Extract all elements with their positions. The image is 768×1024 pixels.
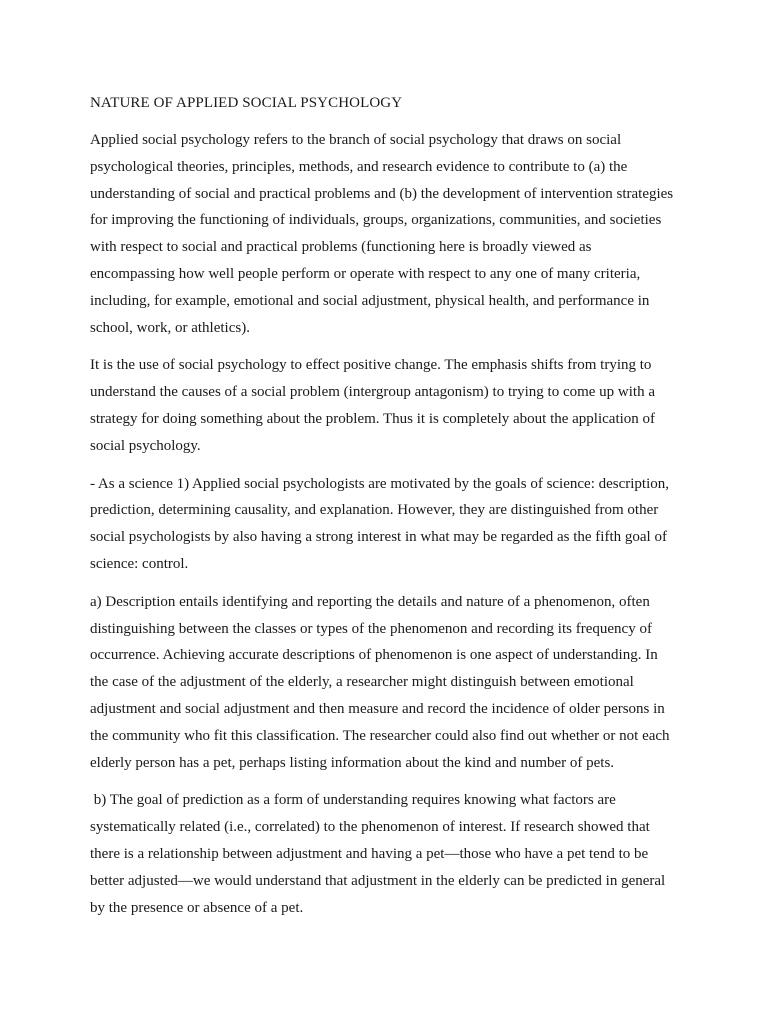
paragraph-as-a-science — [90, 471, 698, 578]
text-line: there is a relationship between adjustment and having a pet—those who have a pet tend to be — [90, 845, 649, 862]
text-line: a) Description entails identifying and reporting the details and nature of a phenomenon, often — [90, 593, 650, 610]
text-line: for improving the functioning of individuals, groups, organizations, communities, and societies — [90, 212, 662, 229]
text-line: school, work, or athletics). — [90, 319, 250, 336]
text-line: occurrence. Achieving accurate descriptions of phenomenon is one aspect of understanding. In — [90, 647, 658, 664]
text-line: It is the use of social psychology to effect positive change. The emphasis shifts from trying to — [90, 357, 652, 374]
text-line: social psychologists by also having a strong interest in what may be regarded as the fifth goal of — [90, 529, 667, 546]
text-line: including, for example, emotional and social adjustment, physical health, and performance in — [90, 292, 650, 309]
paragraph-description — [90, 589, 698, 777]
text-line: elderly person has a pet, perhaps listing information about the kind and number of pets. — [90, 754, 615, 771]
text-line: the case of the adjustment of the elderly, a researcher might distinguish between emotional — [90, 674, 634, 691]
text-line: understanding of social and practical problems and (b) the development of intervention strategies — [90, 185, 674, 202]
text-line: science: control. — [90, 555, 189, 572]
text-line: psychological theories, principles, methods, and research evidence to contribute to (a) the — [90, 158, 628, 175]
paragraph-prediction — [90, 787, 698, 921]
text-line: prediction, determining causality, and explanation. However, they are distinguished from other — [90, 502, 659, 519]
paragraph-definition — [90, 127, 698, 341]
text-line: b) The goal of prediction as a form of understanding requires knowing what factors are — [90, 792, 616, 809]
text-line: social psychology. — [90, 437, 201, 454]
text-line: - As a science 1) Applied social psychologists are motivated by the goals of science: description, — [90, 475, 670, 492]
text-line: distinguishing between the classes or types of the phenomenon and recording its frequency of — [90, 620, 652, 637]
text-line: encompassing how well people perform or operate with respect to any one of many criteria, — [90, 265, 641, 282]
text-line: with respect to social and practical problems (functioning here is broadly viewed as — [90, 239, 592, 256]
text-line: Applied social psychology refers to the branch of social psychology that draws on social — [90, 132, 622, 148]
text-line: strategy for doing something about the problem. Thus it is completely about the application of — [90, 410, 656, 427]
text-line: the community who fit this classification. The researcher could also find out whether or not each — [90, 727, 670, 744]
paragraph-positive-change — [90, 352, 698, 459]
text-line: understand the causes of a social problem (intergroup antagonism) to trying to come up with a — [90, 384, 655, 401]
document-title: NATURE OF APPLIED SOCIAL PSYCHOLOGY — [90, 95, 403, 111]
text-line: adjustment and social adjustment and then measure and record the incidence of older persons in — [90, 700, 665, 717]
text-line: better adjusted—we would understand that adjustment in the elderly can be predicted in general — [90, 872, 666, 889]
text-line: by the presence or absence of a pet. — [90, 899, 304, 916]
text-line: systematically related (i.e., correlated) to the phenomenon of interest. If research showed that — [90, 819, 650, 836]
